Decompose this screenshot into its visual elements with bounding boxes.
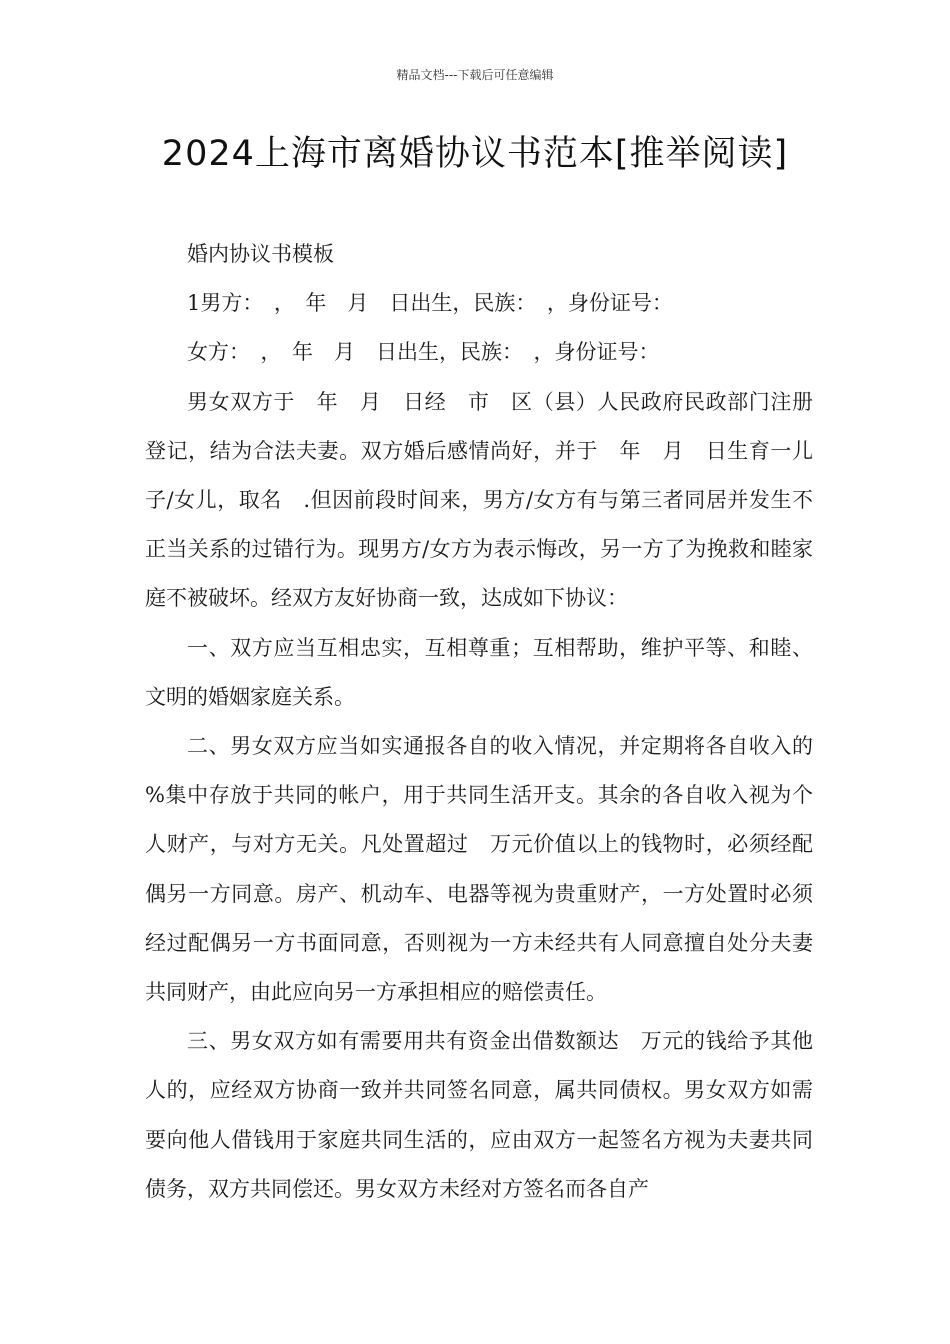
paragraph: 1男方： ， 年 月 日出生，民族： ，身份证号： bbox=[187, 291, 673, 316]
paragraph: 三、男女双方如有需要用共有资金出借数额达 万元的钱给予其他人的，应经双方协商一致并共同签名同意，属共同债权。男女双方如需要向他人借钱用于家庭共同生活的，应由双方一起签名方视为夫妻共同债务，双方共同偿还。男女双方未经对方签名而各自产 bbox=[145, 1029, 813, 1201]
paragraph: 二、男女双方应当如实通报各自的收入情况，并定期将各自收入的 %集中存放于共同的帐户，用于共同生活开支。其余的各自收入视为个人财产，与对方无关。凡处置超过 万元价值以上的钱物时，必须经配偶另一方同意。房产、机动车、电器等视为贵重财产，一方处置时必须经过配偶另一方书面同意，否则视为一方未经共有人同意擅自处分夫妻共同财产，由此应向另一方承担相应的赔偿责任。 bbox=[145, 734, 834, 1005]
paragraph: 男女双方于 年 月 日经 市 区（县）人民政府民政部门注册登记，结为合法夫妻。双方婚后感情尚好，并于 年 月 日生育一儿子/女儿，取名 .但因前段时间来，男方/女方有与第三者同居并发生不正当关系的过错行为。现男方/女方为表示悔改，另一方了为挽救和睦家庭不被破坏。经双方友好协商一致，达成如下协议： bbox=[145, 389, 813, 611]
document-body bbox=[145, 230, 834, 1214]
paragraph: 一、双方应当互相忠实，互相尊重；互相帮助，维护平等、和睦、文明的婚姻家庭关系。 bbox=[145, 635, 813, 709]
header-note: 精品文档---下载后可任意编辑 bbox=[396, 68, 554, 82]
paragraph: 婚内协议书模板 bbox=[187, 242, 334, 266]
paragraph: 女方： ， 年 月 日出生，民族： ，身份证号： bbox=[187, 340, 660, 365]
document-title: 2024上海市离婚协议书范本[推举阅读] bbox=[161, 134, 789, 174]
